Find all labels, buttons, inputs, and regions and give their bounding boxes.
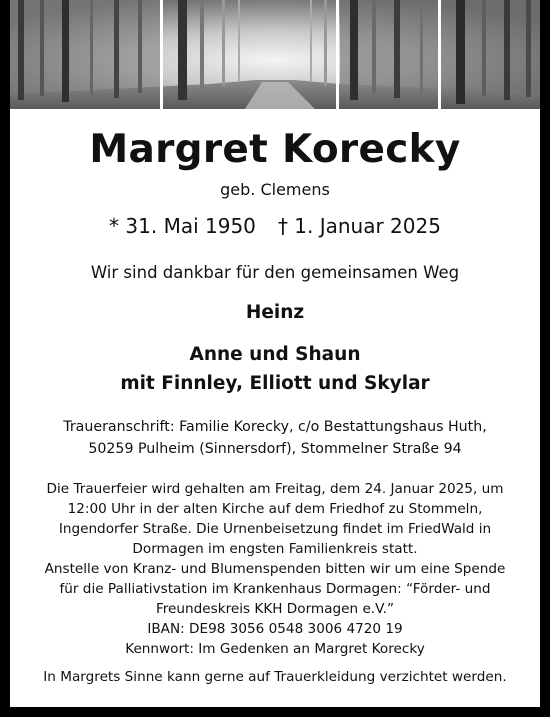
funeral-details [10,479,540,659]
maiden-name: geb. Clemens [220,180,330,199]
birth-date: * 31. Mai 1950 [109,214,256,238]
obituary-content [10,109,540,707]
address-line: 50259 Pulheim (Sinnersdorf), Stommelner Straße 94 [88,441,462,457]
mourner-line: Anne und Shaun [189,344,361,365]
details-line: Freundeskreis KKH Dormagen e.V.” [155,601,395,617]
forest-image [10,0,540,109]
mourner-line: mit Finnley, Elliott und Skylar [120,373,430,394]
closing-line: In Margrets Sinne kann gerne auf Trauerkleidung verzichtet werden. [43,669,507,685]
details-line: Die Trauerfeier wird gehalten am Freitag, dem 24. Januar 2025, um [46,481,504,497]
mourning-address [10,416,540,460]
details-line: Dormagen im engsten Familienkreis statt. [132,541,418,557]
details-line: 12:00 Uhr in der alten Kirche auf dem Friedhof zu Stommeln, [67,501,483,517]
life-dates [10,213,540,239]
keyword-line: Kennwort: Im Gedenken an Margret Korecky [125,641,425,657]
death-date: † 1. Januar 2025 [277,214,441,238]
thanks-line: Wir sind dankbar für den gemeinsamen Weg [90,263,460,282]
deceased-name: Margret Korecky [89,127,461,172]
details-line: Anstelle von Kranz- und Blumenspenden bitten wir um eine Spende [44,561,506,577]
forest-path-photo [10,0,540,109]
mourner-line: Heinz [245,302,305,323]
iban-line: IBAN: DE98 3056 0548 3006 4720 19 [147,621,403,637]
details-line: Ingendorfer Straße. Die Urnenbeisetzung findet im FriedWald in [58,521,492,537]
address-line: Traueranschrift: Familie Korecky, c/o Bestattungshaus Huth, [63,419,487,435]
details-line: für die Palliativstation im Krankenhaus Dormagen: “Förder- und [59,581,491,597]
